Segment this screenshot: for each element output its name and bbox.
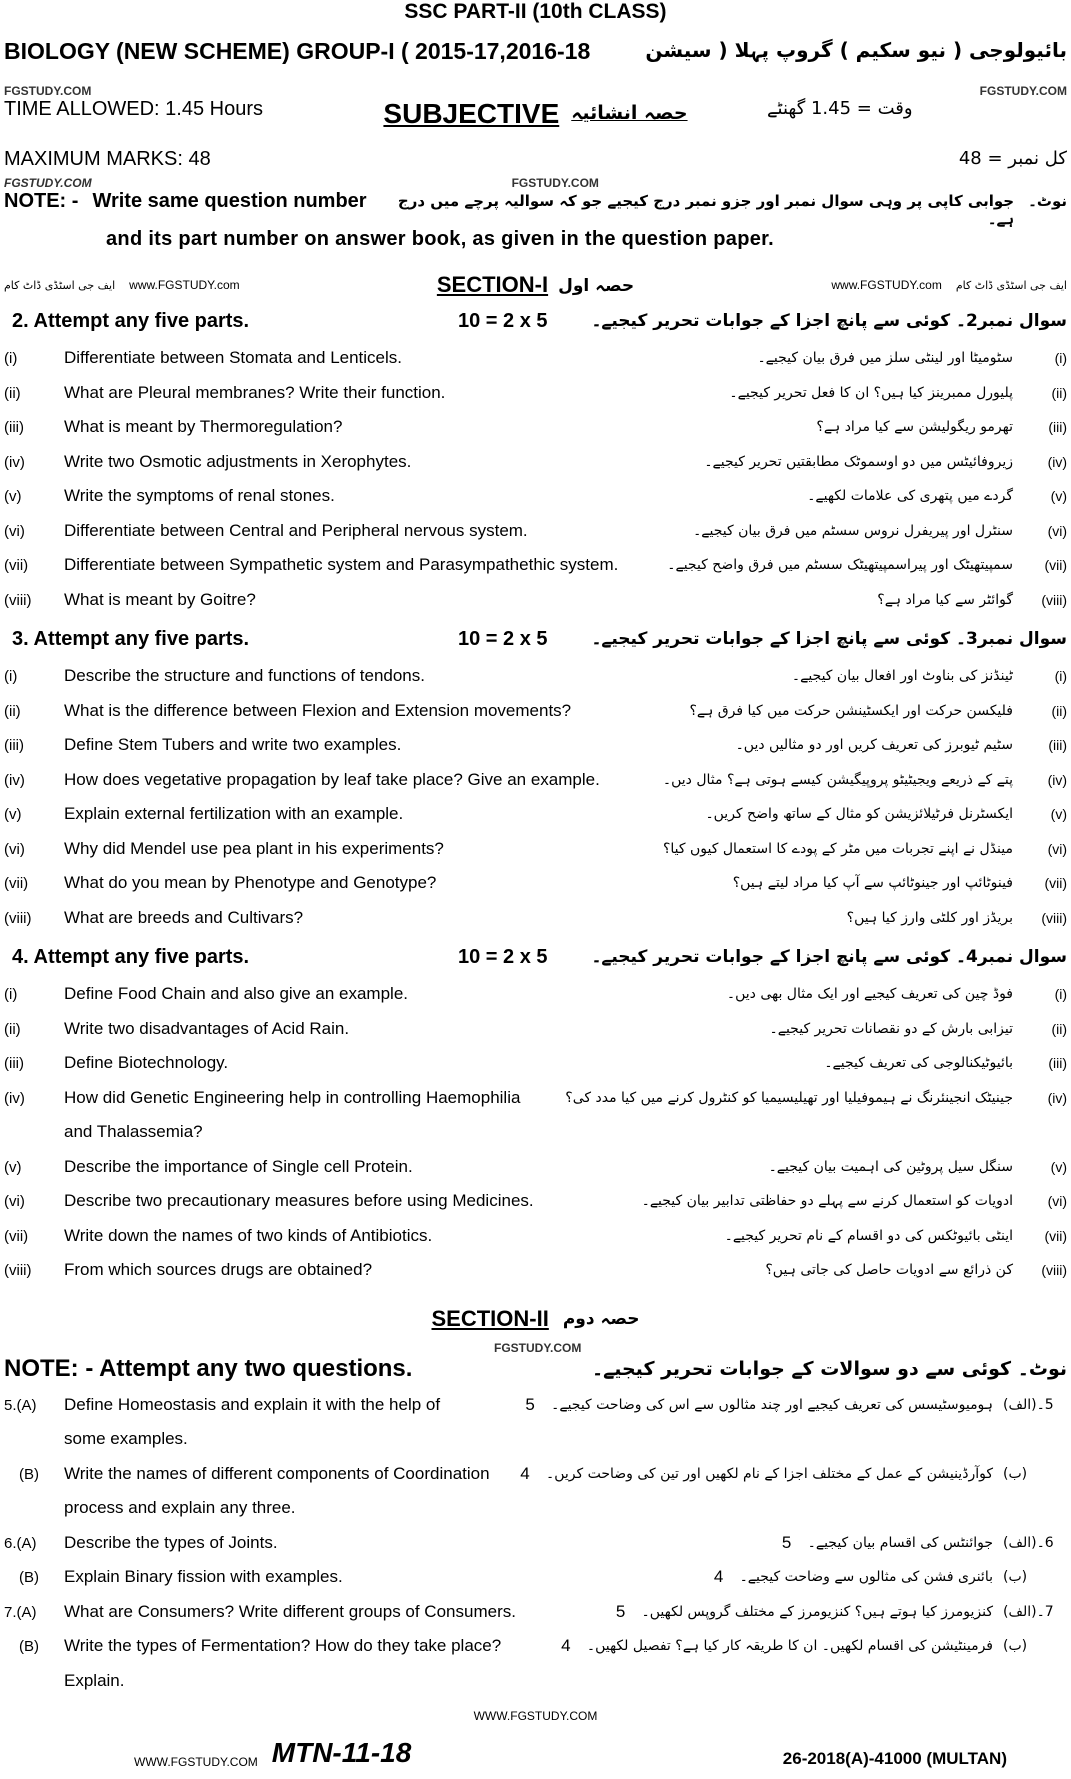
max-marks-urdu: کل نمبر = 48: [958, 148, 1067, 169]
section-1-title-urdu: حصہ اول: [558, 275, 635, 296]
part-text-continued: and Thalassemia?: [64, 1122, 203, 1141]
part-marks: 5: [781, 1532, 792, 1552]
part-number: (vii): [4, 875, 29, 892]
part-text-urdu: فلیکسن حرکت اور ایکسٹینشن حرکت میں کیا فرق ہے؟: [689, 702, 1013, 719]
part-text-urdu: گردے میں پتھری کی علامات لکھیے۔: [807, 488, 1013, 504]
part-text: Explain Binary fission with examples.: [64, 1567, 343, 1586]
part-text-urdu: سٹیم ٹیوبرز کی تعریف کریں اور دو مثالیں دیں۔: [735, 737, 1013, 753]
section-2-title-urdu: حصہ دوم: [562, 1309, 640, 1329]
part-number: (ii): [4, 702, 21, 720]
part-number: 6.(A): [4, 1534, 37, 1552]
part-number-urdu: (iii): [1048, 737, 1067, 753]
section-1-title: SECTION-I: [436, 272, 549, 297]
part-number: (viii): [4, 1262, 32, 1279]
question-heading: [4, 942, 1067, 984]
question-part: [4, 383, 1067, 418]
question-part: [4, 908, 1067, 943]
question-part: [4, 1157, 1067, 1192]
note-line-2: and its part number on answer book, as given in the question paper.: [106, 228, 774, 250]
question-title: 3. Attempt any five parts.: [12, 628, 250, 650]
part-number: (viii): [4, 909, 32, 927]
section-2-note: NOTE: - Attempt any two questions.: [4, 1354, 413, 1382]
part-text-urdu: پلیورل ممبرینز کیا ہیں؟ ان کا فعل تحریر کیجیے۔: [729, 384, 1013, 401]
question-part: [4, 804, 1067, 839]
part-number: (vii): [4, 557, 29, 574]
part-text: What are breeds and Cultivars?: [64, 907, 304, 927]
long-question-continued: [4, 1671, 1067, 1706]
part-text: Describe two precautionary measures before using Medicines.: [64, 1191, 534, 1210]
part-number-urdu: (ب): [1003, 1465, 1028, 1482]
question-part: [4, 1191, 1067, 1226]
part-number: (ii): [4, 1020, 21, 1038]
part-text: Why did Mendel use pea plant in his experiments?: [64, 838, 444, 858]
watermark: FGSTUDY.COM: [979, 84, 1067, 98]
part-marks: 4: [561, 1636, 571, 1655]
part-number-urdu: 6۔(الف): [1003, 1534, 1054, 1551]
part-number-urdu: 5۔(الف): [1003, 1396, 1054, 1413]
question-part: [4, 452, 1067, 487]
watermark: www.FGSTUDY.com: [129, 278, 240, 292]
part-text: Describe the types of Joints.: [64, 1532, 278, 1552]
part-number: (B): [19, 1638, 39, 1655]
part-text-urdu: ایکسٹرنل فرٹیلائزیشن کو مثال کے ساتھ واضح کریں۔: [705, 806, 1013, 822]
part-text-urdu: تھرمو ریگولیشن سے کیا مراد ہے؟: [816, 419, 1013, 435]
part-number-urdu: (vii): [1044, 1227, 1067, 1244]
part-text: What are Consumers? Write different groups of Consumers.: [64, 1601, 516, 1621]
question-heading-urdu: سوال نمبر2۔ کوئی سے پانچ اجزا کے جوابات تحریر کیجیے۔: [591, 311, 1067, 331]
part-number-urdu: (v): [1050, 1158, 1067, 1175]
part-text-urdu: پتے کے ذریعے ویجیٹیٹو پروپیگیشن کیسے ہوتی ہے؟ مثال دیں۔: [662, 771, 1013, 788]
question-title: 4. Attempt any five parts.: [12, 946, 250, 968]
long-question-part: [4, 1636, 1067, 1671]
part-text-urdu: کنزیومرز کیا ہوتے ہیں؟ کنزیومرز کے مختلف گروپس لکھیں۔: [641, 1603, 993, 1620]
part-number: (vi): [4, 1193, 25, 1210]
question-part: [4, 873, 1067, 908]
part-text: Differentiate between Central and Peripheral nervous system.: [64, 520, 528, 540]
note-urdu: جوابی کاپی پر وہی سوال نمبر اور جزو نمبر درج کیجیے جو کہ سوالیہ پرچے میں درج ہے۔: [397, 192, 1015, 228]
part-text-urdu: زیروفائیٹس میں دو اوسموٹک مطابقتیں تحریر کیجیے۔: [704, 453, 1013, 470]
question-marks: 10 = 2 x 5: [458, 310, 548, 332]
part-number-urdu: (vi): [1047, 840, 1067, 857]
watermark: FGSTUDY.COM: [4, 176, 92, 190]
section-2-title: SECTION-II: [431, 1305, 549, 1331]
part-text-urdu: ادویات کو استعمال کرنے سے پہلے دو حفاظتی تدابیر بیان کیجیے۔: [641, 1193, 1013, 1209]
part-number-urdu: 7۔(الف): [1003, 1603, 1054, 1620]
part-number-urdu: (v): [1050, 488, 1067, 504]
part-text: How did Genetic Engineering help in controlling Haemophilia: [64, 1087, 521, 1107]
part-text-continued: some examples.: [64, 1429, 188, 1448]
question-part: [4, 521, 1067, 556]
part-number-urdu: (ii): [1051, 384, 1067, 401]
part-text-urdu: ہومیوسٹیسس کی تعریف کیجیے اور چند مثالوں سے اس کی وضاحت کیجیے۔: [551, 1396, 993, 1413]
part-text: From which sources drugs are obtained?: [64, 1260, 373, 1279]
part-text: Write two disadvantages of Acid Rain.: [64, 1018, 350, 1038]
part-number: (vi): [4, 840, 25, 858]
question-part: [4, 1226, 1067, 1261]
question-heading-urdu: سوال نمبر4۔ کوئی سے پانچ اجزا کے جوابات تحریر کیجیے۔: [591, 947, 1067, 967]
part-number-urdu: (viii): [1041, 909, 1067, 926]
part-text: Differentiate between Stomata and Lenticels.: [64, 348, 403, 367]
section-2-questions: [4, 1395, 1067, 1706]
part-text: Write the names of different components of Coordination: [64, 1463, 490, 1483]
part-number: (B): [19, 1569, 39, 1586]
part-number: (ii): [4, 384, 21, 402]
part-number-urdu: (i): [1054, 986, 1067, 1002]
question-heading: [4, 306, 1067, 348]
part-number-urdu: (ب): [1003, 1569, 1028, 1585]
part-number-spacer: [4, 1122, 54, 1124]
part-text-urdu: مینڈل نے اپنے تجربات میں مٹر کے پودے کا استعمال کیوں کیا؟: [662, 840, 1013, 857]
note-label: NOTE: -: [4, 190, 79, 212]
part-text: What do you mean by Phenotype and Genotype?: [64, 873, 437, 892]
part-text: Write two Osmotic adjustments in Xerophytes.: [64, 451, 412, 471]
part-number: (iv): [4, 771, 25, 789]
paper-type: SUBJECTIVE: [383, 98, 560, 129]
long-question-part: [4, 1533, 1067, 1568]
question-part: [4, 1053, 1067, 1088]
part-number-urdu: (vi): [1047, 522, 1067, 539]
part-number-spacer: [4, 1498, 54, 1500]
part-number: 7.(A): [4, 1603, 37, 1621]
part-number-urdu: (ii): [1051, 1020, 1067, 1037]
watermark: WWW.FGSTUDY.COM: [473, 1709, 598, 1723]
part-text-continued: Explain.: [64, 1670, 125, 1690]
note-line-1: Write same question number: [92, 190, 367, 212]
subject-line-urdu: بائیولوجی ( نیو سکیم ) گروپ پہلا ( سیشن: [645, 38, 1067, 62]
question-part: [4, 486, 1067, 521]
part-text-urdu: فوڈ چین کی تعریف کیجیے اور ایک مثال بھی دیں۔: [726, 986, 1013, 1002]
long-question-part: [4, 1602, 1067, 1637]
part-text: Explain external fertilization with an example.: [64, 804, 404, 823]
part-text: Define Food Chain and also give an example.: [64, 984, 408, 1003]
part-number: (B): [19, 1465, 39, 1483]
time-allowed-urdu: وقت = 1.45 گھنٹے: [766, 98, 913, 119]
subject-line: BIOLOGY (NEW SCHEME) GROUP-I ( 2015-17,2016-18: [4, 38, 591, 64]
long-question-part: [4, 1464, 1067, 1499]
part-text: Differentiate between Sympathetic system and Parasympathethic system.: [64, 555, 619, 574]
part-marks: 4: [520, 1463, 530, 1483]
part-number-urdu: (vii): [1044, 557, 1067, 573]
watermark: FGSTUDY.COM: [494, 1340, 582, 1355]
question-part: [4, 770, 1067, 805]
part-number-urdu: (iv): [1047, 771, 1067, 788]
watermark: FGSTUDY.COM: [511, 176, 599, 190]
question-heading: [4, 624, 1067, 666]
part-text-urdu: گوائٹر سے کیا مراد ہے؟: [877, 591, 1013, 608]
section-1-questions: [4, 306, 1067, 1295]
part-text-urdu: تیزابی بارش کے دو نقصانات تحریر کیجیے۔: [769, 1020, 1013, 1037]
part-text-urdu: کوآرڈینیشن کے عمل کے مختلف اجزا کے نام لکھیں اور تین کی وضاحت کریں۔: [546, 1465, 993, 1482]
question-part: [4, 417, 1067, 452]
question-part: [4, 735, 1067, 770]
part-text-urdu: سٹومیٹا اور لینٹی سلز میں فرق بیان کیجیے۔: [757, 350, 1013, 366]
part-number-urdu: (iv): [1047, 453, 1067, 470]
part-text-urdu: ٹینڈنز کی بناوٹ اور افعال بیان کیجیے۔: [791, 668, 1013, 684]
question-marks: 10 = 2 x 5: [458, 628, 548, 650]
part-number: (i): [4, 986, 18, 1003]
part-number-urdu: (i): [1054, 350, 1067, 366]
question-part: [4, 590, 1067, 625]
question-part: [4, 984, 1067, 1019]
long-question-continued: [4, 1429, 1067, 1464]
part-number-urdu: (iii): [1048, 1055, 1067, 1071]
question-part: [4, 1088, 1067, 1123]
long-question-part: [4, 1395, 1067, 1430]
part-number: (vi): [4, 522, 25, 540]
question-heading-urdu: سوال نمبر3۔ کوئی سے پانچ اجزا کے جوابات تحریر کیجیے۔: [591, 629, 1067, 649]
part-number-urdu: (v): [1050, 806, 1067, 822]
question-part: [4, 555, 1067, 590]
part-number-spacer: [4, 1671, 54, 1673]
question-part: [4, 1019, 1067, 1054]
max-marks: MAXIMUM MARKS: 48: [4, 148, 211, 170]
part-text-urdu: اینٹی بائیوٹکس کی دو اقسام کے نام تحریر کیجیے۔: [724, 1227, 1013, 1244]
part-number: (v): [4, 488, 22, 505]
part-number-urdu: (ب): [1003, 1638, 1028, 1654]
part-text: What are Pleural membranes? Write their function.: [64, 382, 446, 402]
part-number: (iii): [4, 1055, 24, 1072]
part-marks: 5: [615, 1601, 626, 1621]
question-part: [4, 348, 1067, 383]
part-text: What is meant by Goitre?: [64, 589, 256, 609]
watermark: ایف جی اسٹڈی ڈاٹ کام: [955, 278, 1067, 292]
part-text-urdu: کن ذرائع سے ادویات حاصل کی جاتی ہیں؟: [765, 1262, 1013, 1278]
question-part: [4, 839, 1067, 874]
part-number-urdu: (ii): [1051, 702, 1067, 719]
long-question-continued: [4, 1498, 1067, 1533]
part-marks: 5: [525, 1394, 535, 1414]
part-number: (v): [4, 1158, 22, 1176]
part-text: What is the difference between Flexion and Extension movements?: [64, 700, 572, 720]
watermark: WWW.FGSTUDY.COM: [134, 1755, 258, 1769]
part-number: (iv): [4, 1089, 25, 1107]
part-marks: 4: [713, 1567, 724, 1586]
part-number-urdu: (viii): [1041, 591, 1067, 608]
section-2-note-urdu: نوٹ۔ کوئی سے دو سوالات کے جوابات تحریر کیجیے۔: [591, 1357, 1067, 1380]
print-code: 26-2018(A)-41000 (MULTAN): [782, 1749, 1007, 1768]
watermark: www.FGSTUDY.com: [831, 278, 942, 292]
paper-code: MTN-11-18: [271, 1737, 412, 1768]
part-number: (iii): [4, 737, 24, 754]
paper-type-urdu: حصہ انشائیہ: [571, 102, 688, 124]
part-text-urdu: بائنری فشن کی مثالوں سے وضاحت کیجیے۔: [739, 1569, 993, 1585]
part-number: (i): [4, 350, 18, 367]
part-number: 5.(A): [4, 1396, 37, 1414]
part-text: Define Stem Tubers and write two examples.: [64, 735, 402, 754]
part-text: What is meant by Thermoregulation?: [64, 417, 343, 436]
part-text: Define Biotechnology.: [64, 1053, 229, 1072]
question-marks: 10 = 2 x 5: [458, 946, 548, 968]
part-text: Write down the names of two kinds of Antibiotics.: [64, 1225, 433, 1245]
time-allowed: TIME ALLOWED: 1.45 Hours: [4, 98, 263, 120]
question-part: [4, 666, 1067, 701]
question-part-continued: [4, 1122, 1067, 1157]
part-number: (i): [4, 668, 18, 685]
question-part: [4, 1260, 1067, 1295]
note-label-urdu: نوٹ۔: [1028, 192, 1067, 210]
part-text-urdu: سنٹرل اور پیریفرل نروس سسٹم میں فرق بیان کیجیے۔: [693, 522, 1013, 539]
part-text-urdu: بریڈز اور کلٹی وارز کیا ہیں؟: [846, 909, 1013, 926]
part-number-urdu: (vi): [1047, 1193, 1067, 1209]
part-text-urdu: سنگل سیل پروٹین کی اہمیت بیان کیجیے۔: [768, 1158, 1013, 1175]
part-text: Write the symptoms of renal stones.: [64, 486, 335, 505]
part-number-urdu: (i): [1054, 668, 1067, 684]
part-number-urdu: (vii): [1044, 875, 1067, 891]
class-title: SSC PART-II (10th CLASS): [404, 0, 667, 23]
part-text-urdu: جوائنٹس کی اقسام بیان کیجیے۔: [807, 1534, 993, 1551]
watermark: ایف جی اسٹڈی ڈاٹ کام: [4, 278, 116, 292]
watermark: FGSTUDY.COM: [4, 84, 92, 98]
part-number: (viii): [4, 591, 32, 609]
part-text: How does vegetative propagation by leaf take place? Give an example.: [64, 769, 600, 789]
part-text-urdu: فرمینٹیشن کی اقسام لکھیں۔ ان کا طریقہ کار کیا ہے؟ تفصیل لکھیں۔: [586, 1638, 993, 1654]
part-text: Describe the importance of Single cell Protein.: [64, 1156, 413, 1176]
part-number: (iv): [4, 453, 25, 471]
part-text-urdu: فینوٹائپ اور جینوٹائپ سے آپ کیا مراد لیتے ہیں؟: [732, 875, 1013, 891]
part-text: Write the types of Fermentation? How do they take place?: [64, 1636, 502, 1655]
part-text: Define Homeostasis and explain it with the help of: [64, 1394, 441, 1414]
part-number: (vii): [4, 1227, 29, 1245]
part-text-urdu: سمپیتھیٹک اور پیراسمپیتھیٹک سسٹم میں فرق واضح کیجیے۔: [667, 557, 1013, 573]
long-question-part: [4, 1567, 1067, 1602]
part-number-spacer: [4, 1429, 54, 1431]
part-text-continued: process and explain any three.: [64, 1498, 296, 1517]
question-part: [4, 701, 1067, 736]
part-number-urdu: (iii): [1048, 419, 1067, 435]
part-number: (iii): [4, 419, 24, 436]
question-title: 2. Attempt any five parts.: [12, 310, 250, 332]
part-text-urdu: جینیٹک انجینئرنگ نے ہیموفیلیا اور تھیلیسیمیا کو کنٹرول کرنے میں کیا مدد کی؟: [565, 1089, 1013, 1106]
part-number-urdu: (iv): [1047, 1089, 1067, 1106]
part-text: Describe the structure and functions of tendons.: [64, 666, 425, 685]
part-text-urdu: بائیوٹیکنالوجی کی تعریف کیجیے۔: [824, 1055, 1013, 1071]
part-number-urdu: (viii): [1041, 1262, 1067, 1278]
part-number: (v): [4, 806, 22, 823]
